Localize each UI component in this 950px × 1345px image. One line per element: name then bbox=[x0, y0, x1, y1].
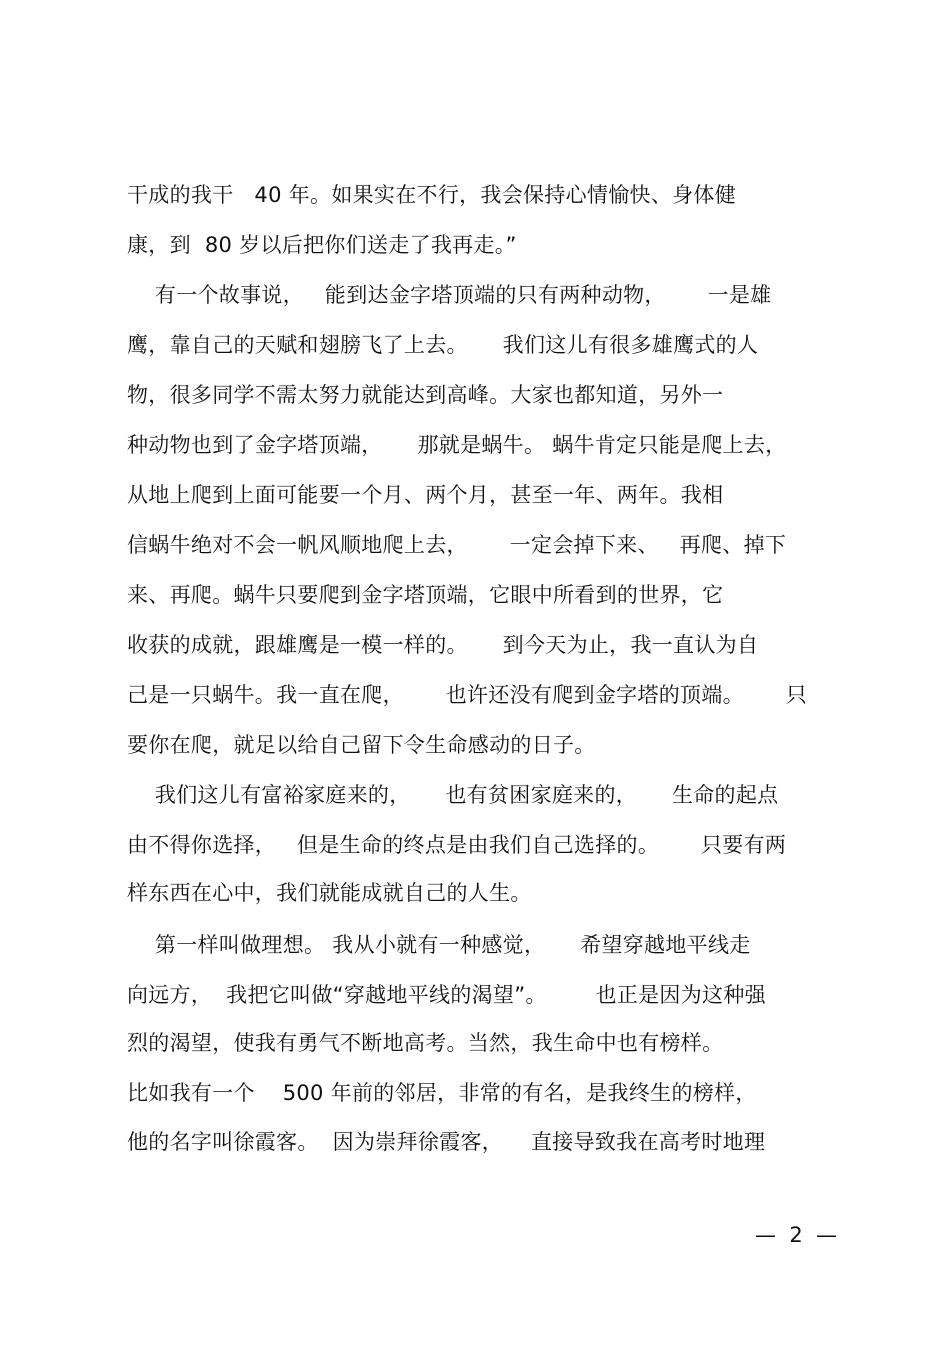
text-line: 鹰，靠自己的天赋和翅膀飞了上去。 我们这儿有很多雄鹰式的人 bbox=[127, 333, 759, 357]
text-line: 他的名字叫徐霞客。 因为崇拜徐霞客， 直接导致我在高考时地理 bbox=[127, 1130, 766, 1154]
text-line: 信蜗牛绝对不会一帆风顺地爬上去， 一定会掉下来、 再爬、掉下 bbox=[127, 533, 787, 557]
text-line: 康，到 80 岁以后把你们送走了我再走。” bbox=[127, 233, 517, 257]
text-line: 收获的成就，跟雄鹰是一模一样的。 到今天为止，我一直认为自 bbox=[127, 633, 759, 657]
text-line: 我们这儿有富裕家庭来的， 也有贫困家庭来的， 生命的起点 bbox=[127, 783, 779, 807]
text-line: 物，很多同学不需太努力就能达到高峰。大家也都知道，另外一 bbox=[127, 383, 724, 407]
text-line: 由不得你选择， 但是生命的终点是由我们自己选择的。 只要有两 bbox=[127, 833, 787, 857]
text-line: 比如我有一个 500 年前的邻居，非常的有名，是我终生的榜样， bbox=[127, 1081, 757, 1105]
text-line: 向远方， 我把它叫做“穿越地平线的渴望”。 也正是因为这种强 bbox=[127, 983, 766, 1007]
page-number: — 2 — bbox=[755, 1223, 838, 1247]
text-line: 种动物也到了金字塔顶端， 那就是蜗牛。 蜗牛肯定只能是爬上去， bbox=[127, 433, 787, 457]
text-line: 样东西在心中，我们就能成就自己的人生。 bbox=[127, 881, 532, 905]
text-line: 第一样叫做理想。 我从小就有一种感觉， 希望穿越地平线走 bbox=[127, 933, 751, 957]
text-line: 烈的渴望，使我有勇气不断地高考。当然，我生命中也有榜样。 bbox=[127, 1031, 724, 1055]
text-line: 己是一只蜗牛。我一直在爬， 也许还没有爬到金字塔的顶端。 只 bbox=[127, 683, 808, 707]
text-line: 从地上爬到上面可能要一个月、两个月，甚至一年、两年。我相 bbox=[127, 483, 724, 507]
text-line: 干成的我干 40 年。如果实在不行，我会保持心情愉快、身体健 bbox=[127, 183, 737, 207]
text-line: 要你在爬，就足以给自己留下令生命感动的日子。 bbox=[127, 733, 596, 757]
text-line: 来、再爬。蜗牛只要爬到金字塔顶端，它眼中所看到的世界，它 bbox=[127, 583, 724, 607]
text-line: 有一个故事说， 能到达金字塔顶端的只有两种动物， 一是雄 bbox=[127, 283, 772, 307]
